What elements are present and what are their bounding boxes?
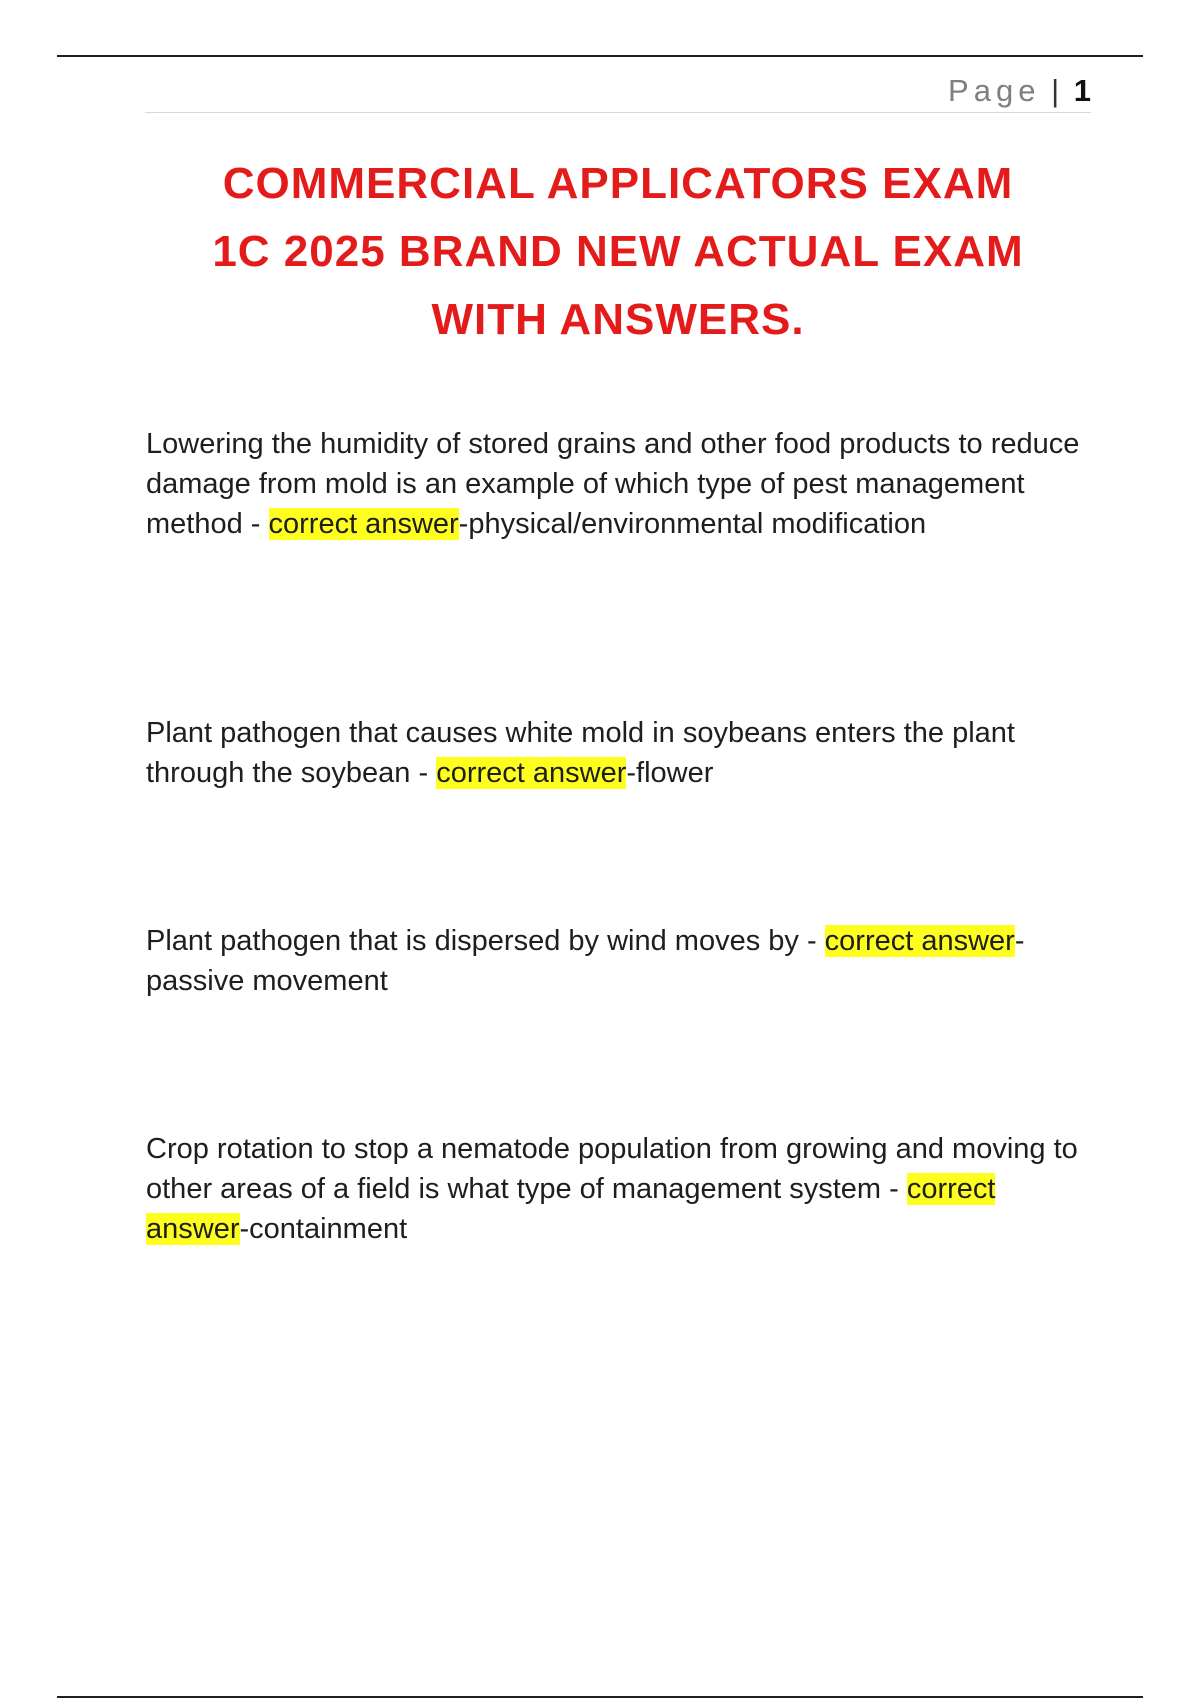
answer-marker-highlight: correct answer [268,508,459,540]
answer-text: -containment [239,1213,408,1245]
qa-item-3 [146,921,1092,1001]
title-line-1: COMMERCIAL APPLICATORS EXAM [222,159,1014,208]
qa-item-2 [146,713,1092,793]
question-text: Plant pathogen that causes white mold in soybeans enters the plant through the soybean - [146,717,1015,789]
answer-text: -physical/environmental modification [458,508,927,540]
answer-marker-highlight: correct answer [146,1173,996,1245]
document-title [145,150,1091,354]
question-text: Lowering the humidity of stored grains and other food products to reduce damage from mold is an example of which type of pest management method - [146,428,1080,540]
title-line-3: WITH ANSWERS. [431,295,805,344]
title-line-2: 1C 2025 BRAND NEW ACTUAL EXAM [212,227,1024,276]
top-border-rule [57,55,1143,57]
question-text: Crop rotation to stop a nematode population from growing and moving to other areas of a field is what type of management system - [146,1133,1078,1205]
answer-text: -passive movement [146,925,1025,997]
page-label: Page [948,73,1041,108]
question-text: Plant pathogen that is dispersed by wind moves by - [146,925,825,957]
answer-marker-highlight: correct answer [436,757,627,789]
answer-marker-highlight: correct answer [824,925,1015,957]
answer-text: -flower [626,757,714,789]
page-header [145,70,1091,113]
bottom-border-rule [57,1696,1143,1698]
qa-item-1 [146,424,1092,544]
page-separator: | [1051,73,1060,108]
page-number: 1 [1073,73,1091,108]
qa-item-4 [146,1129,1092,1249]
